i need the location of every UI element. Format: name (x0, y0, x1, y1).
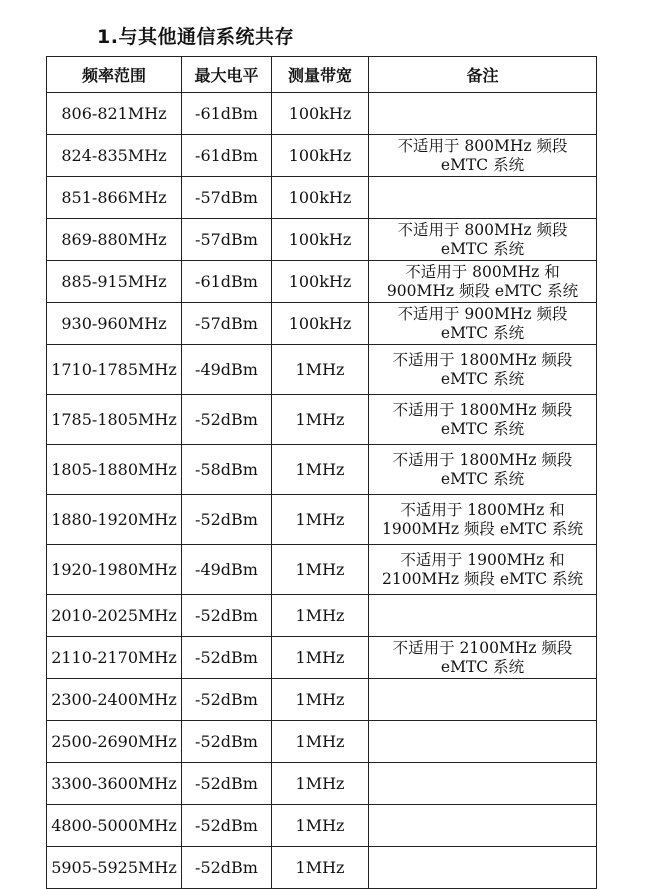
table-row (47, 395, 597, 445)
max-level-cell: -49dBm (182, 545, 272, 595)
max-level-cell: -58dBm (182, 445, 272, 495)
remarks-cell: 不适用于 800MHz 和 900MHz 频段 eMTC 系统 (369, 261, 597, 303)
table-row (47, 763, 597, 805)
frequency-range-cell: 1805-1880MHz (47, 445, 182, 495)
max-level-cell: -52dBm (182, 595, 272, 637)
max-level-cell: -52dBm (182, 847, 272, 889)
bandwidth-cell: 100kHz (272, 219, 369, 261)
bandwidth-cell: 1MHz (272, 445, 369, 495)
frequency-range-cell: 2500-2690MHz (47, 721, 182, 763)
bandwidth-cell: 1MHz (272, 679, 369, 721)
remarks-cell (369, 847, 597, 889)
frequency-range-cell: 1920-1980MHz (47, 545, 182, 595)
max-level-cell: -52dBm (182, 679, 272, 721)
table-row (47, 345, 597, 395)
table-row (47, 261, 597, 303)
frequency-range-cell: 885-915MHz (47, 261, 182, 303)
bandwidth-cell: 100kHz (272, 261, 369, 303)
max-level-cell: -52dBm (182, 721, 272, 763)
max-level-cell: -52dBm (182, 637, 272, 679)
remarks-cell (369, 721, 597, 763)
remarks-cell (369, 763, 597, 805)
table-row (47, 135, 597, 177)
table-row (47, 445, 597, 495)
max-level-cell: -57dBm (182, 303, 272, 345)
max-level-cell: -57dBm (182, 177, 272, 219)
remarks-cell: 不适用于 800MHz 频段 eMTC 系统 (369, 135, 597, 177)
remarks-cell: 不适用于 1800MHz 和 1900MHz 频段 eMTC 系统 (369, 495, 597, 545)
max-level-cell: -52dBm (182, 805, 272, 847)
bandwidth-cell: 1MHz (272, 495, 369, 545)
bandwidth-cell: 100kHz (272, 93, 369, 135)
header-frequency-range: 频率范围 (47, 57, 182, 93)
table-row (47, 93, 597, 135)
frequency-range-cell: 1880-1920MHz (47, 495, 182, 545)
remarks-cell: 不适用于 2100MHz 频段 eMTC 系统 (369, 637, 597, 679)
bandwidth-cell: 1MHz (272, 805, 369, 847)
bandwidth-cell: 1MHz (272, 395, 369, 445)
table-row (47, 303, 597, 345)
max-level-cell: -61dBm (182, 135, 272, 177)
frequency-range-cell: 2110-2170MHz (47, 637, 182, 679)
remarks-cell: 不适用于 800MHz 频段 eMTC 系统 (369, 219, 597, 261)
frequency-range-cell: 806-821MHz (47, 93, 182, 135)
table-row (47, 219, 597, 261)
table-row (47, 847, 597, 889)
bandwidth-cell: 100kHz (272, 303, 369, 345)
max-level-cell: -52dBm (182, 763, 272, 805)
table-row (47, 805, 597, 847)
bandwidth-cell: 100kHz (272, 177, 369, 219)
remarks-cell (369, 93, 597, 135)
table-row (47, 721, 597, 763)
header-max-level: 最大电平 (182, 57, 272, 93)
section-title: 1.与其他通信系统共存 (97, 26, 294, 48)
frequency-range-cell: 930-960MHz (47, 303, 182, 345)
table-row (47, 637, 597, 679)
remarks-cell (369, 595, 597, 637)
remarks-cell: 不适用于 1900MHz 和 2100MHz 频段 eMTC 系统 (369, 545, 597, 595)
frequency-range-cell: 824-835MHz (47, 135, 182, 177)
bandwidth-cell: 100kHz (272, 135, 369, 177)
header-measurement-bandwidth: 测量带宽 (272, 57, 369, 93)
bandwidth-cell: 1MHz (272, 637, 369, 679)
bandwidth-cell: 1MHz (272, 721, 369, 763)
remarks-cell: 不适用于 900MHz 频段 eMTC 系统 (369, 303, 597, 345)
max-level-cell: -61dBm (182, 93, 272, 135)
remarks-cell (369, 679, 597, 721)
frequency-range-cell: 1710-1785MHz (47, 345, 182, 395)
remarks-cell: 不适用于 1800MHz 频段 eMTC 系统 (369, 345, 597, 395)
frequency-range-cell: 3300-3600MHz (47, 763, 182, 805)
table-header-row (47, 57, 597, 93)
table-body (47, 93, 597, 889)
table-row (47, 545, 597, 595)
frequency-range-cell: 2010-2025MHz (47, 595, 182, 637)
table-row (47, 679, 597, 721)
frequency-range-cell: 1785-1805MHz (47, 395, 182, 445)
bandwidth-cell: 1MHz (272, 595, 369, 637)
coexistence-table (46, 56, 597, 889)
table-row (47, 177, 597, 219)
max-level-cell: -57dBm (182, 219, 272, 261)
remarks-cell: 不适用于 1800MHz 频段 eMTC 系统 (369, 445, 597, 495)
remarks-cell (369, 177, 597, 219)
max-level-cell: -52dBm (182, 395, 272, 445)
frequency-range-cell: 5905-5925MHz (47, 847, 182, 889)
max-level-cell: -49dBm (182, 345, 272, 395)
header-remarks: 备注 (369, 57, 597, 93)
bandwidth-cell: 1MHz (272, 545, 369, 595)
bandwidth-cell: 1MHz (272, 847, 369, 889)
bandwidth-cell: 1MHz (272, 345, 369, 395)
frequency-range-cell: 2300-2400MHz (47, 679, 182, 721)
table-row (47, 495, 597, 545)
max-level-cell: -61dBm (182, 261, 272, 303)
remarks-cell (369, 805, 597, 847)
remarks-cell: 不适用于 1800MHz 频段 eMTC 系统 (369, 395, 597, 445)
table-row (47, 595, 597, 637)
frequency-range-cell: 851-866MHz (47, 177, 182, 219)
max-level-cell: -52dBm (182, 495, 272, 545)
bandwidth-cell: 1MHz (272, 763, 369, 805)
frequency-range-cell: 869-880MHz (47, 219, 182, 261)
frequency-range-cell: 4800-5000MHz (47, 805, 182, 847)
